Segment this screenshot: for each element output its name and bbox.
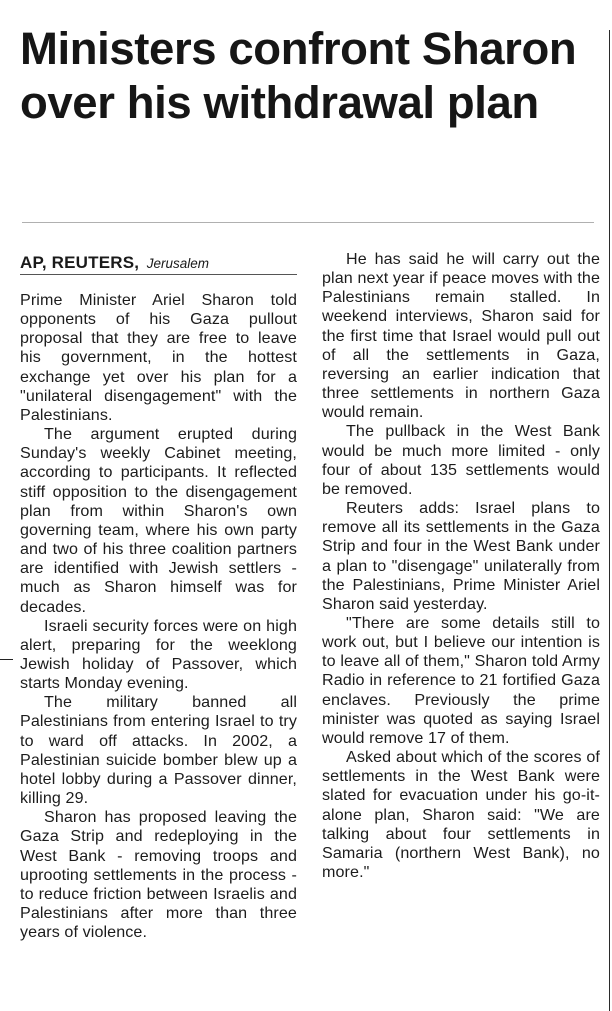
page-edge-rule — [609, 30, 610, 1011]
byline-agency: AP, REUTERS, — [20, 253, 140, 272]
paragraph: He has said he will carry out the plan next year if peace moves with the Palestinians remain stalled. In weekend interviews, Sharon said for the first time that Israel would pull out of all the settlements in Gaza, reversing an earlier indication that three settlements in northern Gaza would remain. — [322, 250, 600, 422]
byline-location: Jerusalem — [146, 256, 209, 271]
paragraph: "There are some details still to work out, but I believe our intention is to leave all of them," Sharon told Army Radio in reference to 21 fortified Gaza enclaves. Previously the prime minister was quoted as saying Israel would remove 17 of them. — [322, 613, 600, 747]
byline-underline — [20, 274, 297, 275]
paragraph: Asked about which of the scores of settlements in the West Bank were slated for evacuation under his go-it-alone plan, Sharon said: "We are talking about four settlements in Samaria (northern West Bank), no more." — [322, 748, 600, 881]
headline-divider — [22, 222, 594, 223]
paragraph: Reuters adds: Israel plans to remove all its settlements in the Gaza Strip and four in the West Bank under a plan to "disengage" unilaterally from the Palestinians, Prime Minister Ariel Sharon said yesterday. — [322, 499, 600, 613]
paragraph: The military banned all Palestinians from entering Israel to try to ward off attacks. In 2002, a Palestinian suicide bomber blew up a hotel lobby during a Passover dinner, killing 29. — [20, 693, 297, 808]
paragraph: Sharon has proposed leaving the Gaza Strip and redeploying in the West Bank - removing troops and uprooting settlements in the process - to reduce friction between Israelis and Palestinians after more than three years of violence. — [20, 808, 297, 942]
paragraph: The argument erupted during Sunday's weekly Cabinet meeting, according to participants. It reflected stiff opposition to the disengagement plan from within Sharon's own governing team, where his own party and two of his three coalition partners are identified with Jewish settlers - much as Sharon himself was for decades. — [20, 425, 297, 616]
margin-tick-mark — [0, 659, 13, 660]
paragraph: Prime Minister Ariel Sharon told opponents of his Gaza pullout proposal that they are free to leave his government, in the hottest exchange yet over his plan for a "unilateral disengagement" with the Palestinians. — [20, 291, 297, 424]
paragraph: Israeli security forces were on high alert, preparing for the weeklong Jewish holiday of Passover, which starts Monday evening. — [20, 616, 297, 693]
left-column — [20, 291, 297, 942]
paragraph: The pullback in the West Bank would be much more limited - only four of about 135 settlements would be removed. — [322, 422, 600, 498]
right-column — [322, 250, 600, 882]
headline: Ministers confront Sharon over his withdrawal plan — [20, 23, 577, 128]
